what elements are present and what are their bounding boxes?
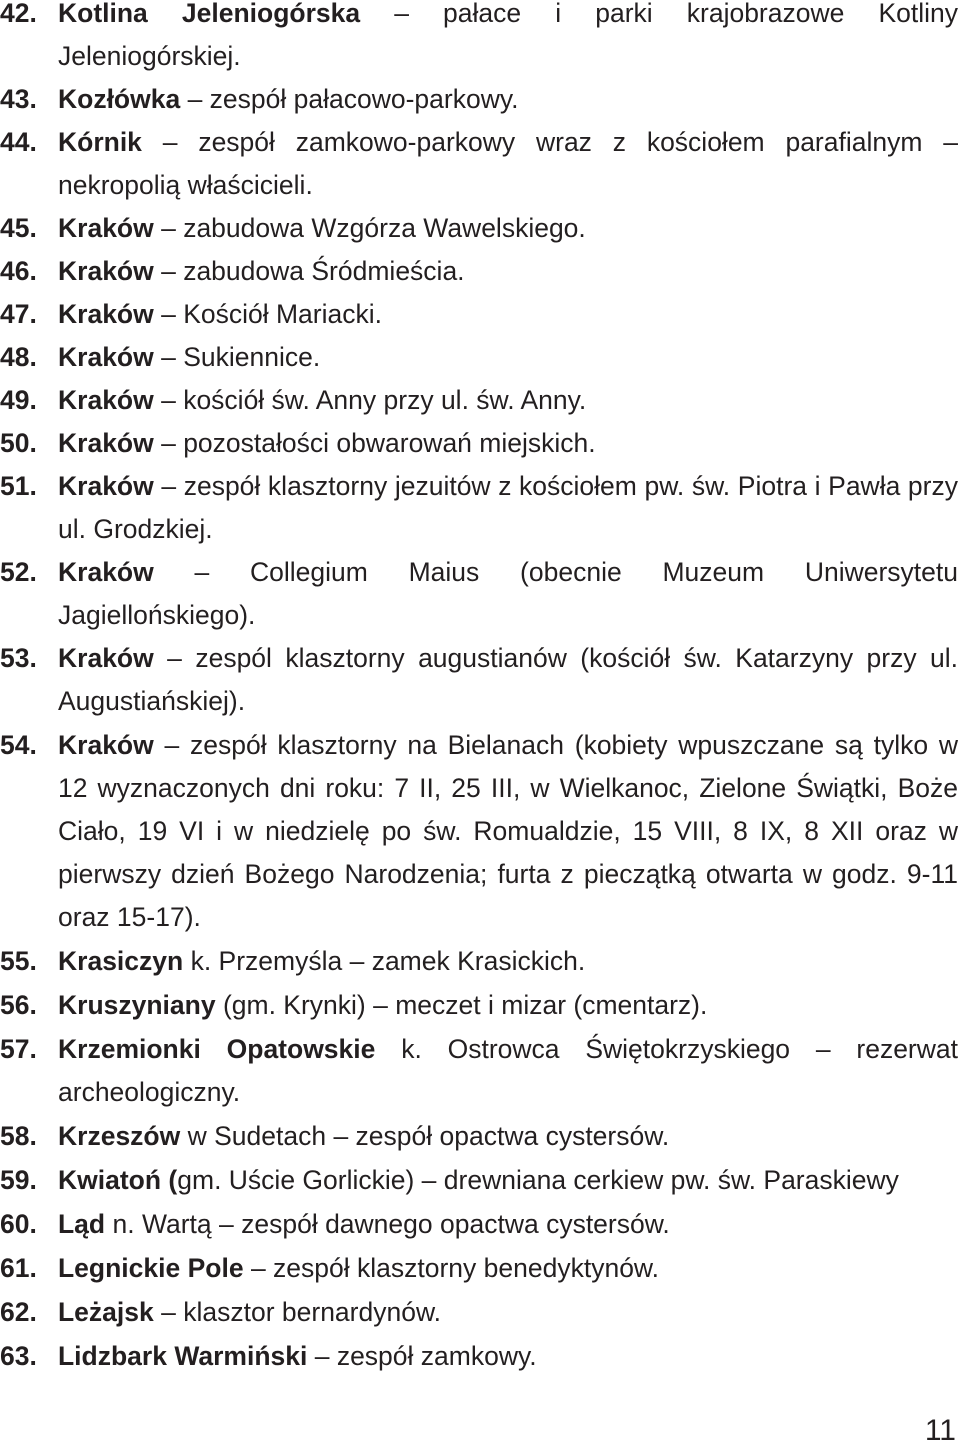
- item-description: – klasztor bernardynów.: [153, 1297, 441, 1327]
- list-item: [0, 1159, 958, 1202]
- place-name: Leżajsk: [58, 1297, 154, 1327]
- item-description: – Kościół Mariacki.: [153, 299, 382, 329]
- item-description: – zabudowa Śródmieścia.: [153, 256, 465, 286]
- item-number: 58.: [0, 1121, 37, 1151]
- item-description: – zespół klasztorny benedyktynów.: [243, 1253, 659, 1283]
- place-name: Kotlina Jeleniogórska: [58, 0, 361, 28]
- item-number: 61.: [0, 1253, 37, 1283]
- place-name: Kraków: [58, 730, 154, 760]
- item-description: – pałace i parki krajobrazowe Kotliny Jeleniogórskiej.: [58, 0, 958, 71]
- item-number: 46.: [0, 256, 37, 286]
- list-item: [0, 336, 958, 379]
- item-description: – zespół zamkowo-parkowy wraz z kościołem parafialnym – nekropolią właścicieli.: [58, 127, 958, 200]
- list-item: [0, 1028, 958, 1114]
- list-item: [0, 1203, 958, 1246]
- list-item: [0, 465, 958, 551]
- place-name: Kraków: [58, 256, 154, 286]
- item-number: 42.: [0, 0, 37, 28]
- place-name: Kruszyniany: [58, 990, 216, 1020]
- item-description: w Sudetach – zespół opactwa cystersów.: [180, 1121, 670, 1151]
- item-number: 60.: [0, 1209, 37, 1239]
- list-item: [0, 724, 958, 939]
- item-description: – Collegium Maius (obecnie Muzeum Uniwersytetu Jagiellońskiego).: [58, 557, 958, 630]
- place-name: Kozłówka: [58, 84, 181, 114]
- item-number: 43.: [0, 84, 37, 114]
- item-description: gm. Uście Gorlickie) – drewniana cerkiew pw. św. Paraskiewy: [177, 1165, 899, 1195]
- list-item: [0, 551, 958, 637]
- place-name: Kraków: [58, 299, 154, 329]
- place-name: Kórnik: [58, 127, 142, 157]
- item-number: 45.: [0, 213, 37, 243]
- list-item: [0, 1247, 958, 1290]
- list-item: [0, 1115, 958, 1158]
- place-name: Kraków: [58, 428, 154, 458]
- place-name: Kwiatoń (: [58, 1165, 178, 1195]
- item-number: 57.: [0, 1034, 37, 1064]
- place-name: Krzemionki Opatowskie: [58, 1034, 376, 1064]
- item-description: – Sukiennice.: [153, 342, 321, 372]
- item-description: – pozostałości obwarowań miejskich.: [153, 428, 596, 458]
- list-item: [0, 293, 958, 336]
- place-name: Legnickie Pole: [58, 1253, 244, 1283]
- item-number: 53.: [0, 643, 37, 673]
- item-number: 52.: [0, 557, 37, 587]
- item-description: – zespół zamkowy.: [307, 1341, 537, 1371]
- item-description: (gm. Krynki) – meczet i mizar (cmentarz).: [215, 990, 708, 1020]
- item-description: – kościół św. Anny przy ul. św. Anny.: [153, 385, 587, 415]
- list-item: [0, 422, 958, 465]
- page-number: 11: [924, 1414, 956, 1447]
- list-item: [0, 1291, 958, 1334]
- place-name: Kraków: [58, 342, 154, 372]
- place-name: Kraków: [58, 557, 154, 587]
- list-item: [0, 379, 958, 422]
- list-item: [0, 207, 958, 250]
- item-number: 63.: [0, 1341, 37, 1371]
- item-description: – zespól klasztorny augustianów (kościół św. Katarzyny przy ul. Augustiańskiej).: [58, 643, 958, 716]
- item-description: – zabudowa Wzgórza Wawelskiego.: [153, 213, 586, 243]
- item-description: n. Wartą – zespół dawnego opactwa cystersów.: [105, 1209, 670, 1239]
- place-name: Kraków: [58, 471, 154, 501]
- item-number: 49.: [0, 385, 37, 415]
- list-item: [0, 0, 958, 78]
- list-item: [0, 637, 958, 723]
- item-number: 51.: [0, 471, 37, 501]
- list-item: [0, 121, 958, 207]
- list-item: [0, 940, 958, 983]
- list-item: [0, 984, 958, 1027]
- place-name: Ląd: [58, 1209, 106, 1239]
- item-number: 55.: [0, 946, 37, 976]
- place-name: Kraków: [58, 385, 154, 415]
- place-name: Krasiczyn: [58, 946, 184, 976]
- item-number: 44.: [0, 127, 37, 157]
- place-name: Kraków: [58, 643, 154, 673]
- item-number: 50.: [0, 428, 37, 458]
- item-number: 48.: [0, 342, 37, 372]
- place-name: Lidzbark Warmiński: [58, 1341, 308, 1371]
- place-name: Krzeszów: [58, 1121, 181, 1151]
- item-description: – zespół klasztorny jezuitów z kościołem pw. św. Piotra i Pawła przy ul. Grodzkiej.: [58, 471, 958, 544]
- item-number: 47.: [0, 299, 37, 329]
- list-item: [0, 1335, 958, 1378]
- item-description: – zespół klasztorny na Bielanach (kobiety wpuszczane są tylko w 12 wyznaczonych dni roku: 7 II, 25 III, w Wielkanoc, Zielone Świątki, Boże Ciało, 19 VI i w niedzielę po św. Romualdzie, 15 VIII, 8 IX, 8 XII oraz w pierwszy dzień Bożego Narodzenia; furta z pieczątką otwarta w godz. 9-11 oraz 15-17).: [58, 730, 958, 932]
- item-number: 54.: [0, 730, 37, 760]
- list-item: [0, 250, 958, 293]
- item-description: k. Przemyśla – zamek Krasickich.: [183, 946, 586, 976]
- item-description: – zespół pałacowo-parkowy.: [180, 84, 519, 114]
- list-item: [0, 78, 958, 121]
- item-description: k. Ostrowca Świętokrzyskiego – rezerwat archeologiczny.: [58, 1034, 958, 1107]
- item-number: 59.: [0, 1165, 37, 1195]
- item-number: 62.: [0, 1297, 37, 1327]
- place-name: Kraków: [58, 213, 154, 243]
- item-number: 56.: [0, 990, 37, 1020]
